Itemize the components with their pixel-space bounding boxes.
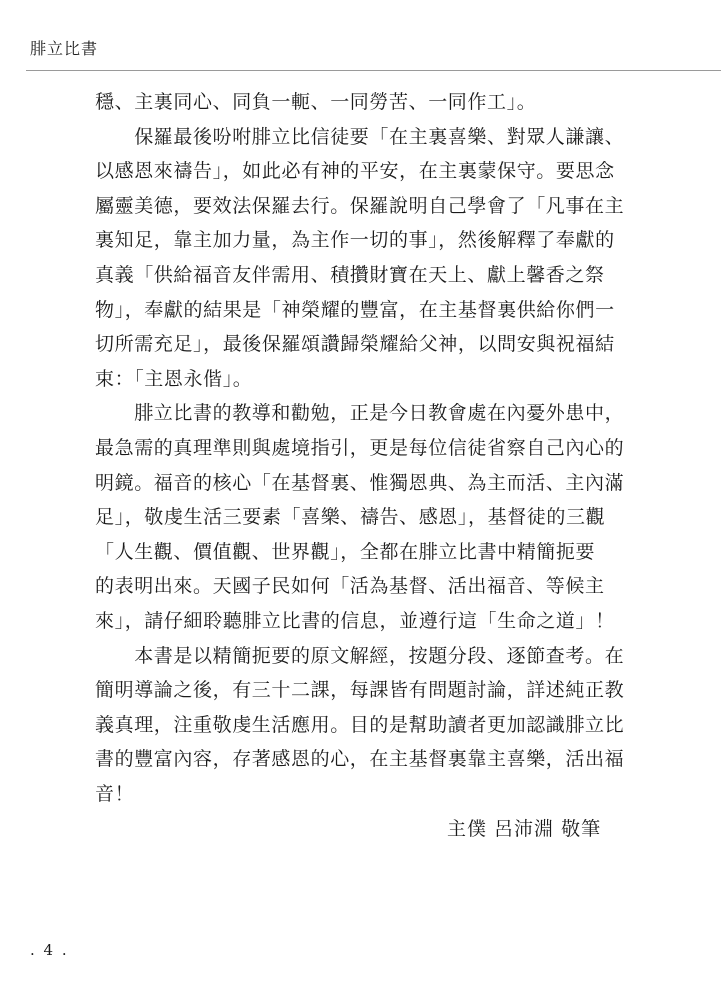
running-header-title: 腓立比書 (30, 39, 99, 58)
body-text (95, 85, 635, 811)
paragraph-1: 穩、主裏同心、同負一軛、一同勞苦、一同作工」。 (95, 91, 537, 113)
header-divider (26, 70, 721, 71)
paragraph-3: 腓立比書的教導和勸勉，正是今日教會處在內憂外患中， 最急需的真理準則與處境指引，更是每位信徒省察自己內心的 明鏡。福音的核心「在基督裏、惟獨恩典、為主而活、主內滿 足」，敬虔生活三要素「喜樂、禱告、感恩」，基督徒的三觀 「人生觀、價值觀、世界觀」，全都在腓立比書中精簡扼要 的表明出來。天國子民如何「活為基督、活出福音、等候主 來」，請仔細聆聽腓立比書的信息，並遵行這「生命之道」！ (95, 402, 625, 632)
paragraph-2: 保羅最後吩咐腓立比信徒要「在主裏喜樂、對眾人謙讓、 以感恩來禱告」，如此必有神的平安，在主裏蒙保守。要思念 屬靈美德，要效法保羅去行。保羅說明自己學會了「凡事在主 裏知足，靠主加力量，為主作一切的事」，然後解釋了奉獻的 真義「供給福音友伴需用、積攢財寶在天上、獻上馨香之祭 物」，奉獻的結果是「神榮耀的豐富，在主基督裏供給你們一 切所需充足」，最後保羅頌讚歸榮耀給父神，以問安與祝福結 束：「主恩永偕」。 (95, 125, 625, 390)
paragraph-4: 本書是以精簡扼要的原文解經，按題分段、逐節查考。在 簡明導論之後，有三十二課，每課皆有問題討論，詳述純正教 義真理，注重敬虔生活應用。目的是幫助讀者更加認識腓立比 書的豐富內容，存著感恩的心，在主基督裏靠主喜樂，活出福 音！ (95, 644, 625, 805)
author-signature: 主僕 呂沛淵 敬筆 (447, 818, 602, 840)
page-number: . 4 . (30, 941, 69, 959)
